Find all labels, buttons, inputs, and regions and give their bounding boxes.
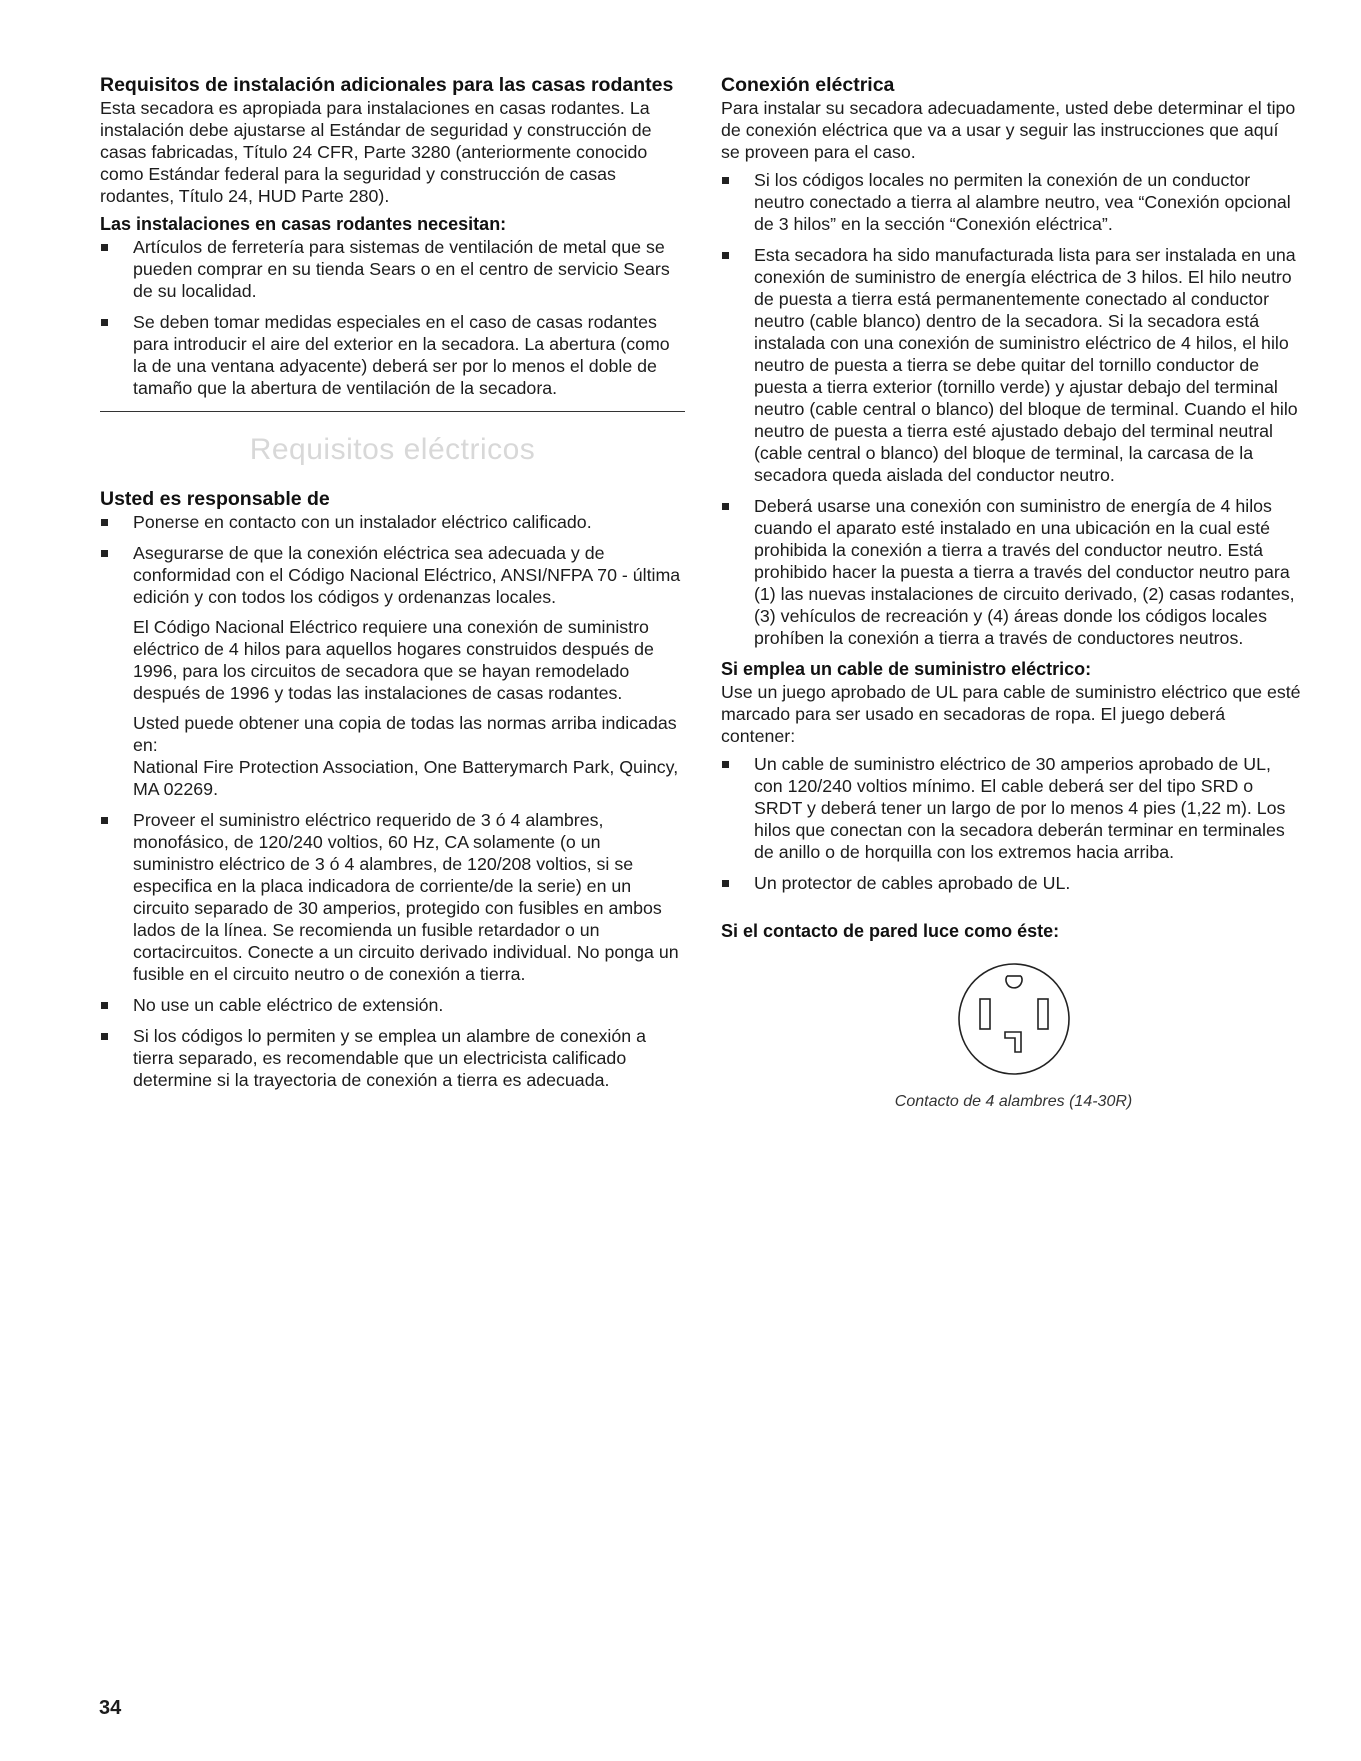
list-item: Si los códigos lo permiten y se emplea un alambre de conexión a tierra separado, es recomendable que un electricista calificado determine si la trayectoria de conexión a tierra es adecuada. bbox=[100, 1025, 685, 1091]
list-item: Artículos de ferretería para sistemas de ventilación de metal que se pueden comprar en su tienda Sears o en el centro de servicio Sears de su localidad. bbox=[100, 236, 685, 302]
mobile-home-list bbox=[100, 236, 685, 399]
outlet-caption: Contacto de 4 alambres (14-30R) bbox=[894, 1093, 1133, 1110]
list-item: No use un cable eléctrico de extensión. bbox=[100, 994, 685, 1016]
copy-text: Usted puede obtener una copia de todas las normas arriba indicadas en: bbox=[133, 713, 677, 755]
page-number: 34 bbox=[99, 1697, 122, 1719]
mobile-home-intro: Esta secadora es apropiada para instalaciones en casas rodantes. La instalación debe ajustarse al Estándar de seguridad y construcción de casas fabricadas, Título 24 CFR, Parte 3280 (anteriormente conocido como Estándar federal para la seguridad y construcción de casas rodantes, Título 24, HUD Parte 280). bbox=[100, 98, 652, 206]
list-item bbox=[100, 542, 685, 800]
list-item-text: Asegurarse de que la conexión eléctrica sea adecuada y de conformidad con el Código Nacional Eléctrico, ANSI/NFPA 70 - última edición y con todos los códigos y ordenanzas locales. bbox=[133, 543, 681, 607]
section-divider bbox=[100, 411, 685, 412]
list-item: Deberá usarse una conexión con suministro de energía de 4 hilos cuando el aparato esté instalado en una ubicación en la cual esté prohibida la conexión a tierra a través del conductor neutro. Está prohibido hacer la puesta a tierra a través del conductor neutro para (1) las nuevas instalaciones de circuito derivado, (2) casas rodantes, (3) vehículos de recreación y (4) áreas donde los códigos locales prohíben la conexión a tierra a través de conductores neutros. bbox=[721, 495, 1301, 649]
copy-paragraph bbox=[133, 712, 685, 800]
mobile-home-subheading: Las instalaciones en casas rodantes necesitan: bbox=[100, 214, 507, 234]
nec-paragraph: El Código Nacional Eléctrico requiere una conexión de suministro eléctrico de 4 hilos para aquellos hogares construidos después de 1996, para los circuitos de secadora que se hayan remodelado después de 1996 y todas las instalaciones de casas rodantes. bbox=[133, 617, 654, 703]
mobile-home-heading: Requisitos de instalación adicionales para las casas rodantes bbox=[100, 74, 674, 96]
connection-intro: Para instalar su secadora adecuadamente, usted debe determinar el tipo de conexión eléctrica que va a usar y seguir las instrucciones que aquí se proveen para el caso. bbox=[721, 98, 1296, 162]
outlet-figure bbox=[721, 954, 1306, 1112]
nfpa-address: National Fire Protection Association, One Batterymarch Park, Quincy, MA 02269. bbox=[133, 757, 679, 799]
outlet-14-30r-icon bbox=[949, 954, 1079, 1084]
section-title: Requisitos eléctricos bbox=[249, 433, 536, 466]
list-item: Esta secadora ha sido manufacturada lista para ser instalada en una conexión de suministro de energía eléctrica de 3 hilos. El hilo neutro de puesta a tierra está permanentemente conectado al conductor neutro (cable blanco) dentro de la secadora. Si la secadora está instalada con una conexión de suministro eléctrico de 4 hilos, el hilo neutro de puesta a tierra se debe quitar del tornillo conductor de puesta a tierra exterior (tornillo verde) y ajustar debajo del terminal neutro (cable central o blanco) del bloque de terminal. Cuando el hilo neutro de puesta a tierra esté ajustado debajo del terminal neutral (cable central o blanco) del bloque de terminal, la carcasa de la secadora queda aislada del conductor neutro. bbox=[721, 244, 1301, 486]
cord-list bbox=[721, 753, 1301, 894]
list-item: Un protector de cables aprobado de UL. bbox=[721, 872, 1301, 894]
responsible-heading: Usted es responsable de bbox=[100, 488, 330, 510]
right-column bbox=[721, 74, 1301, 1112]
connection-list bbox=[721, 169, 1301, 649]
cord-intro: Use un juego aprobado de UL para cable de suministro eléctrico que esté marcado para ser usado en secadoras de ropa. El juego deberá contener: bbox=[721, 682, 1301, 746]
list-item: Si los códigos locales no permiten la conexión de un conductor neutro conectado a tierra al alambre neutro, vea “Conexión opcional de 3 hilos” en la sección “Conexión eléctrica”. bbox=[721, 169, 1301, 235]
responsible-list bbox=[100, 511, 685, 1091]
list-item: Un cable de suministro eléctrico de 30 amperios aprobado de UL, con 120/240 voltios mínimo. El cable deberá ser del tipo SRD o SRDT y deberá tener un largo de por lo menos 4 pies (1,22 m). Los hilos que conectan con la secadora deberán terminar en terminales de anillo o de horquilla con los extremos hacia arriba. bbox=[721, 753, 1301, 863]
cord-heading: Si emplea un cable de suministro eléctrico: bbox=[721, 659, 1092, 679]
list-item: Se deben tomar medidas especiales en el caso de casas rodantes para introducir el aire del exterior en la secadora. La abertura (como la de una ventana adyacente) deberá ser por lo menos el doble de tamaño que la abertura de ventilación de la secadora. bbox=[100, 311, 685, 399]
connection-heading: Conexión eléctrica bbox=[721, 74, 895, 96]
list-item: Ponerse en contacto con un instalador eléctrico calificado. bbox=[100, 511, 685, 533]
list-item: Proveer el suministro eléctrico requerido de 3 ó 4 alambres, monofásico, de 120/240 voltios, 60 Hz, CA solamente (o un suministro eléctrico de 3 ó 4 alambres, de 120/208 voltios, si se especifica en la placa indicadora de corriente/de la serie) en un circuito separado de 30 amperios, protegido con fusibles en ambos lados de la línea. Se recomienda un fusible retardador o un cortacircuitos. Conecte a un circuito derivado individual. No ponga un fusible en el circuito neutro o de conexión a tierra. bbox=[100, 809, 685, 985]
outlet-heading: Si el contacto de pared luce como éste: bbox=[721, 921, 1060, 941]
left-column bbox=[100, 74, 685, 1100]
